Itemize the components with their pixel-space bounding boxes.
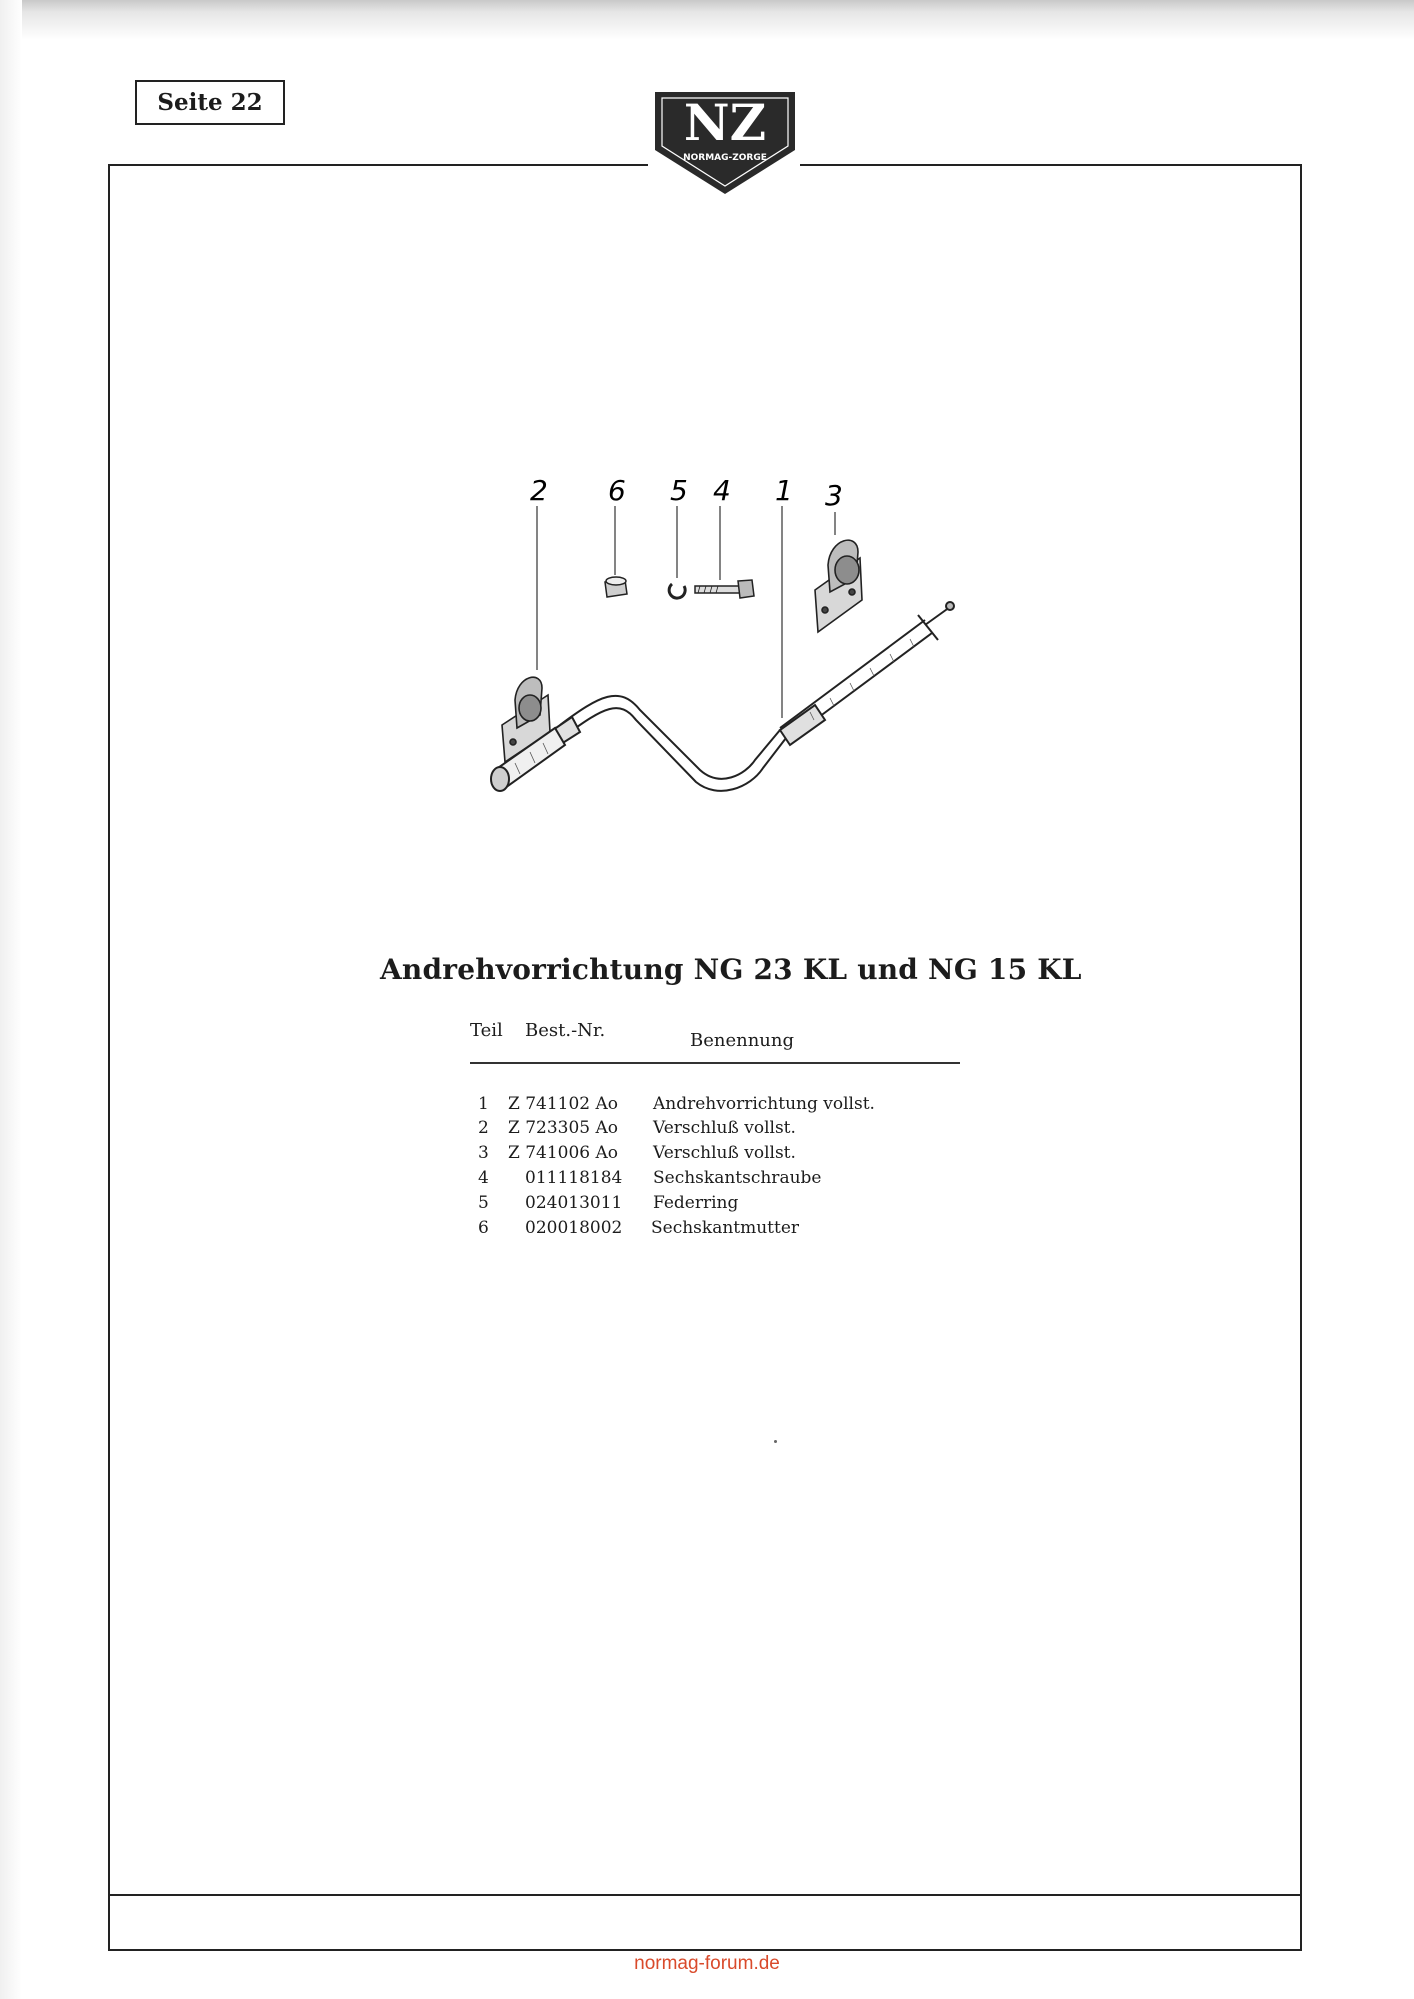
header-rule (470, 1062, 960, 1064)
table-row (470, 1168, 990, 1192)
col-header-teil: Teil (470, 1020, 503, 1041)
parts-drawing (480, 470, 980, 850)
row-benennung: Andrehvorrichtung vollst. (653, 1094, 875, 1114)
logo-brand-text: NORMAG-ZORGE (683, 153, 767, 163)
row-best-nr: Z 741006 Ao (508, 1143, 619, 1163)
tube-texture (515, 639, 914, 774)
row-teil: 5 (478, 1193, 489, 1213)
row-teil: 6 (478, 1218, 489, 1238)
row-best-nr: Z 723305 Ao (508, 1118, 619, 1138)
row-benennung: Federring (653, 1193, 739, 1213)
callout-4: 4 (713, 474, 731, 507)
table-row (470, 1193, 990, 1217)
callout-1: 1 (775, 474, 793, 507)
col-header-benennung: Benennung (690, 1030, 795, 1051)
spring-washer-part (669, 584, 685, 598)
row-best-nr: 024013011 (525, 1193, 623, 1213)
row-benennung: Verschluß vollst. (653, 1118, 796, 1138)
row-best-nr: 011118184 (525, 1168, 623, 1188)
row-teil: 1 (478, 1094, 489, 1114)
callout-5: 5 (670, 474, 688, 507)
col-header-best-nr: Best.-Nr. (525, 1020, 606, 1041)
latch-part-3 (815, 540, 862, 632)
frame-top-rule-right (800, 164, 1302, 166)
row-teil: 2 (478, 1118, 489, 1138)
row-benennung: Sechskantschraube (653, 1168, 822, 1188)
row-benennung: Verschluß vollst. (653, 1143, 796, 1163)
page-number-label: Seite 22 (135, 80, 285, 125)
frame-top-rule-left (108, 164, 648, 166)
normag-zorge-logo (650, 88, 800, 198)
logo-letters: NZ (683, 93, 767, 152)
row-best-nr: 020018002 (525, 1218, 623, 1238)
footer-source-link[interactable]: normag-forum.de (634, 1953, 780, 1974)
scan-shadow-top (0, 0, 1414, 40)
scan-speck (774, 1440, 777, 1443)
callout-3: 3 (825, 479, 843, 512)
table-row (470, 1218, 990, 1242)
row-benennung: Sechskantmutter (651, 1218, 800, 1238)
row-best-nr: Z 741102 Ao (508, 1094, 619, 1114)
hex-bolt-part (695, 580, 754, 598)
row-teil: 4 (478, 1168, 489, 1188)
row-teil: 3 (478, 1143, 489, 1163)
crank-handle-part (491, 602, 954, 791)
scan-shadow-left (0, 0, 22, 1999)
page-frame (108, 166, 1302, 1951)
table-row (470, 1143, 990, 1167)
callout-2: 2 (530, 474, 548, 507)
leader-lines (537, 506, 835, 718)
frame-bottom-rule (110, 1894, 1300, 1896)
table-row (470, 1118, 990, 1142)
hex-nut-part (605, 577, 627, 597)
table-row (470, 1094, 990, 1118)
callout-6: 6 (608, 474, 626, 507)
page-title: Andrehvorrichtung NG 23 KL und NG 15 KL (380, 953, 1082, 986)
